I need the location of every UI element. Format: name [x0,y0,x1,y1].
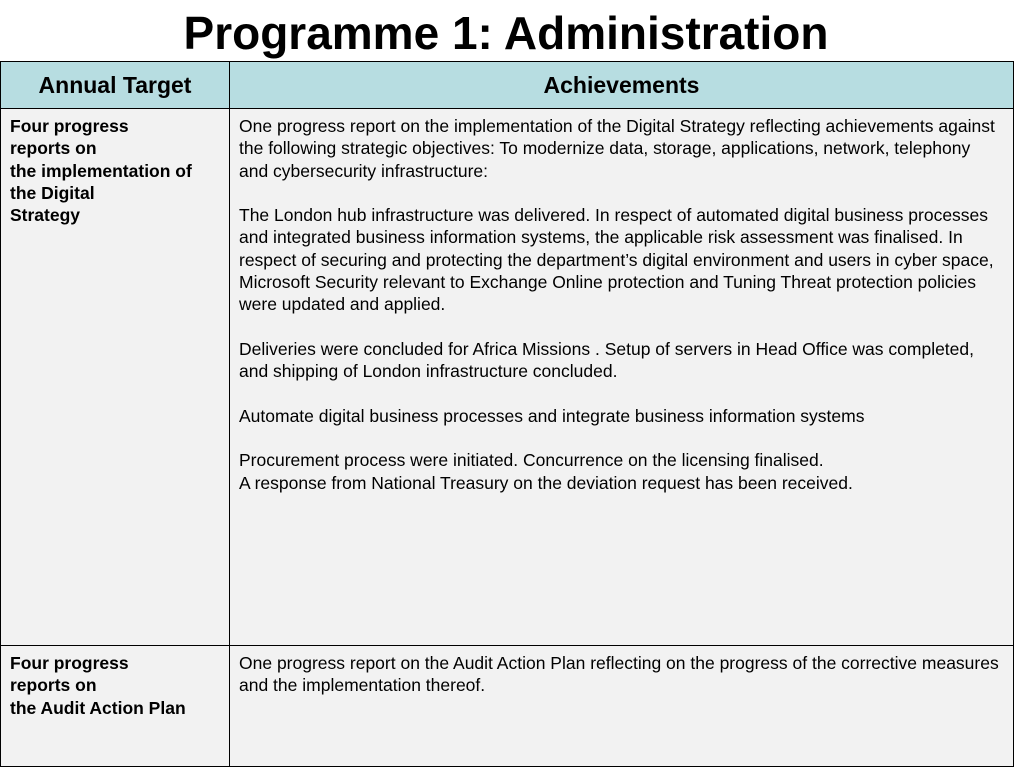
annual-target-cell [1,109,230,646]
achievement-paragraph: One progress report on the Audit Action Plan reflecting on the progress of the corrective measures and the implementation thereof. [239,653,999,696]
column-header-achievements: Achievements [230,62,1014,109]
achievement-paragraph: Automate digital business processes and integrate business information systems [239,405,865,426]
target-line: the Audit Action Plan [10,697,186,718]
target-line: reports on [10,138,97,159]
achievements-cell [230,646,1014,767]
table-header-row [1,62,1014,109]
table-row [1,646,1014,767]
target-line: reports on [10,675,97,696]
achievement-paragraph: One progress report on the implementation of the Digital Strategy reflecting achievements against the following strategic objectives: To modernize data, storage, applications, network, telephony and cybersecurity infrastructure: [239,116,995,181]
achievements-cell [230,109,1014,646]
achievement-paragraph: Deliveries were concluded for Africa Missions . Setup of servers in Head Office was completed, and shipping of London infrastructure concluded. [239,338,974,382]
achievements-table [0,61,1014,767]
target-line: the implementation of [10,160,192,181]
achievement-paragraph: The London hub infrastructure was delivered. In respect of automated digital business processes and integrated business information systems, the applicable risk assessment was finalised. In respect of securing and protecting the department’s digital environment and users in cyber space, Microsoft Security relevant to Exchange Online protection and Tuning Threat protection policies were updated and applied. [239,205,994,315]
target-line: Four progress [10,116,129,136]
target-line: Strategy [10,205,81,226]
achievement-paragraph: Procurement process were initiated. Concurrence on the licensing finalised. A response from National Treasury on the deviation request has been received. [239,450,853,493]
column-header-annual-target: Annual Target [1,62,230,109]
target-line: Four progress [10,653,129,673]
target-line: the Digital [10,182,95,203]
table-row [1,109,1014,646]
page-title: Programme 1: Administration [183,7,829,59]
annual-target-cell [1,646,230,767]
